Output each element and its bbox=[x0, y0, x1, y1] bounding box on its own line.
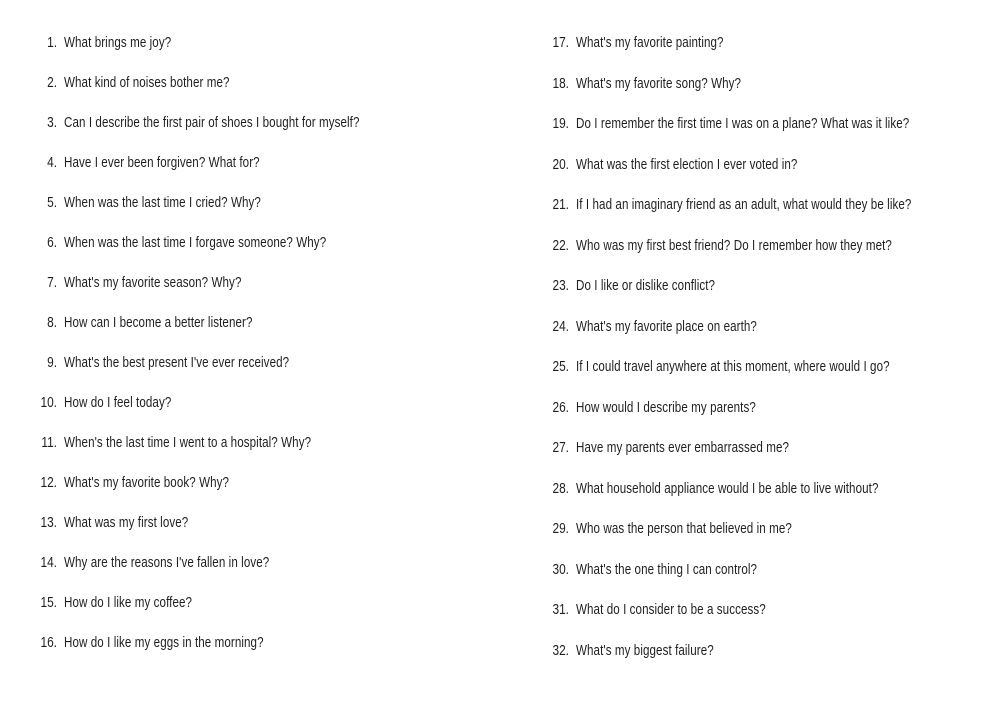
question-number: 28. bbox=[552, 480, 569, 497]
question-text: If I had an imaginary friend as an adult, what would they be like? bbox=[576, 197, 912, 213]
question-item bbox=[544, 237, 995, 255]
question-text: How would I describe my parents? bbox=[576, 399, 756, 416]
question-item bbox=[544, 196, 995, 214]
question-item bbox=[32, 274, 433, 292]
question-number: 19. bbox=[552, 116, 569, 132]
question-text: What's my favorite book? Why? bbox=[64, 475, 230, 491]
question-text: What's my favorite painting? bbox=[576, 35, 724, 51]
question-text: Do I remember the first time I was on a plane? What was it like? bbox=[576, 116, 910, 132]
question-item bbox=[544, 520, 995, 538]
question-item bbox=[544, 115, 995, 133]
question-number: 17. bbox=[552, 35, 569, 51]
question-number: 21. bbox=[552, 197, 569, 213]
question-number: 25. bbox=[552, 359, 569, 375]
question-item bbox=[32, 634, 433, 652]
questions-column-right bbox=[544, 34, 995, 682]
question-item bbox=[32, 34, 433, 52]
question-text: When's the last time I went to a hospital? Why? bbox=[64, 435, 312, 451]
question-item bbox=[32, 514, 433, 532]
question-text: What was the first election I ever voted in? bbox=[576, 156, 798, 173]
question-item bbox=[544, 480, 995, 498]
question-item bbox=[32, 394, 433, 412]
question-number: 1. bbox=[47, 35, 57, 51]
question-item bbox=[544, 642, 995, 660]
question-text: How do I feel today? bbox=[64, 395, 172, 411]
question-item bbox=[544, 399, 995, 417]
question-text: Why are the reasons I've fallen in love? bbox=[64, 555, 270, 571]
question-text: What do I consider to be a success? bbox=[576, 602, 766, 618]
question-item bbox=[544, 439, 995, 457]
question-item bbox=[32, 434, 433, 452]
question-item bbox=[32, 234, 433, 252]
questions-column-left bbox=[32, 34, 433, 674]
question-number: 22. bbox=[552, 237, 569, 254]
question-number: 24. bbox=[552, 318, 569, 335]
question-item bbox=[544, 601, 995, 619]
question-number: 29. bbox=[552, 521, 569, 537]
question-text: Who was my first best friend? Do I remember how they met? bbox=[576, 237, 892, 254]
question-text: What's my favorite season? Why? bbox=[64, 275, 242, 291]
question-number: 16. bbox=[40, 635, 57, 651]
question-number: 15. bbox=[40, 595, 57, 611]
question-text: How do I like my coffee? bbox=[64, 595, 193, 611]
question-number: 4. bbox=[47, 155, 57, 171]
question-text: Have my parents ever embarrassed me? bbox=[576, 440, 790, 456]
question-number: 31. bbox=[552, 602, 569, 618]
question-item bbox=[32, 314, 433, 332]
question-number: 27. bbox=[552, 440, 569, 456]
question-number: 32. bbox=[552, 642, 569, 659]
question-item bbox=[544, 156, 995, 174]
question-number: 14. bbox=[40, 555, 57, 571]
question-text: How do I like my eggs in the morning? bbox=[64, 635, 264, 651]
question-number: 20. bbox=[552, 156, 569, 173]
question-item bbox=[32, 114, 433, 132]
question-number: 30. bbox=[552, 561, 569, 578]
question-text: Can I describe the first pair of shoes I bought for myself? bbox=[64, 115, 360, 131]
question-text: What's my favorite place on earth? bbox=[576, 318, 757, 335]
question-item bbox=[32, 474, 433, 492]
question-text: What's my favorite song? Why? bbox=[576, 75, 742, 92]
question-item bbox=[32, 74, 433, 92]
question-item bbox=[32, 154, 433, 172]
question-text: What brings me joy? bbox=[64, 35, 172, 51]
question-item bbox=[32, 354, 433, 372]
question-number: 6. bbox=[47, 235, 57, 251]
question-item bbox=[544, 318, 995, 336]
question-number: 12. bbox=[40, 475, 57, 491]
question-number: 26. bbox=[552, 399, 569, 416]
question-text: What's my biggest failure? bbox=[576, 642, 714, 659]
question-item bbox=[32, 594, 433, 612]
question-number: 9. bbox=[47, 355, 57, 371]
question-number: 13. bbox=[40, 515, 57, 531]
question-item bbox=[544, 358, 995, 376]
question-number: 18. bbox=[552, 75, 569, 92]
question-text: Who was the person that believed in me? bbox=[576, 521, 792, 537]
question-item bbox=[544, 277, 995, 295]
question-text: Have I ever been forgiven? What for? bbox=[64, 155, 260, 171]
question-item bbox=[544, 561, 995, 579]
question-text: What kind of noises bother me? bbox=[64, 75, 230, 91]
question-item bbox=[544, 75, 995, 93]
question-text: When was the last time I forgave someone? Why? bbox=[64, 235, 327, 251]
question-number: 10. bbox=[40, 395, 57, 411]
question-item bbox=[32, 554, 433, 572]
question-number: 8. bbox=[47, 315, 57, 331]
question-text: How can I become a better listener? bbox=[64, 315, 253, 331]
question-number: 5. bbox=[47, 195, 57, 211]
question-text: What household appliance would I be able to live without? bbox=[576, 480, 879, 497]
question-item bbox=[544, 34, 995, 52]
question-text: Do I like or dislike conflict? bbox=[576, 278, 716, 294]
question-item bbox=[32, 194, 433, 212]
question-number: 7. bbox=[47, 275, 57, 291]
question-text: What was my first love? bbox=[64, 515, 189, 531]
question-number: 11. bbox=[41, 435, 57, 451]
question-text: What's the best present I've ever received? bbox=[64, 355, 290, 371]
question-number: 3. bbox=[47, 115, 57, 131]
question-text: If I could travel anywhere at this moment, where would I go? bbox=[576, 359, 890, 375]
question-number: 2. bbox=[47, 75, 57, 91]
question-text: When was the last time I cried? Why? bbox=[64, 195, 261, 211]
question-text: What's the one thing I can control? bbox=[576, 561, 758, 578]
question-number: 23. bbox=[552, 278, 569, 294]
